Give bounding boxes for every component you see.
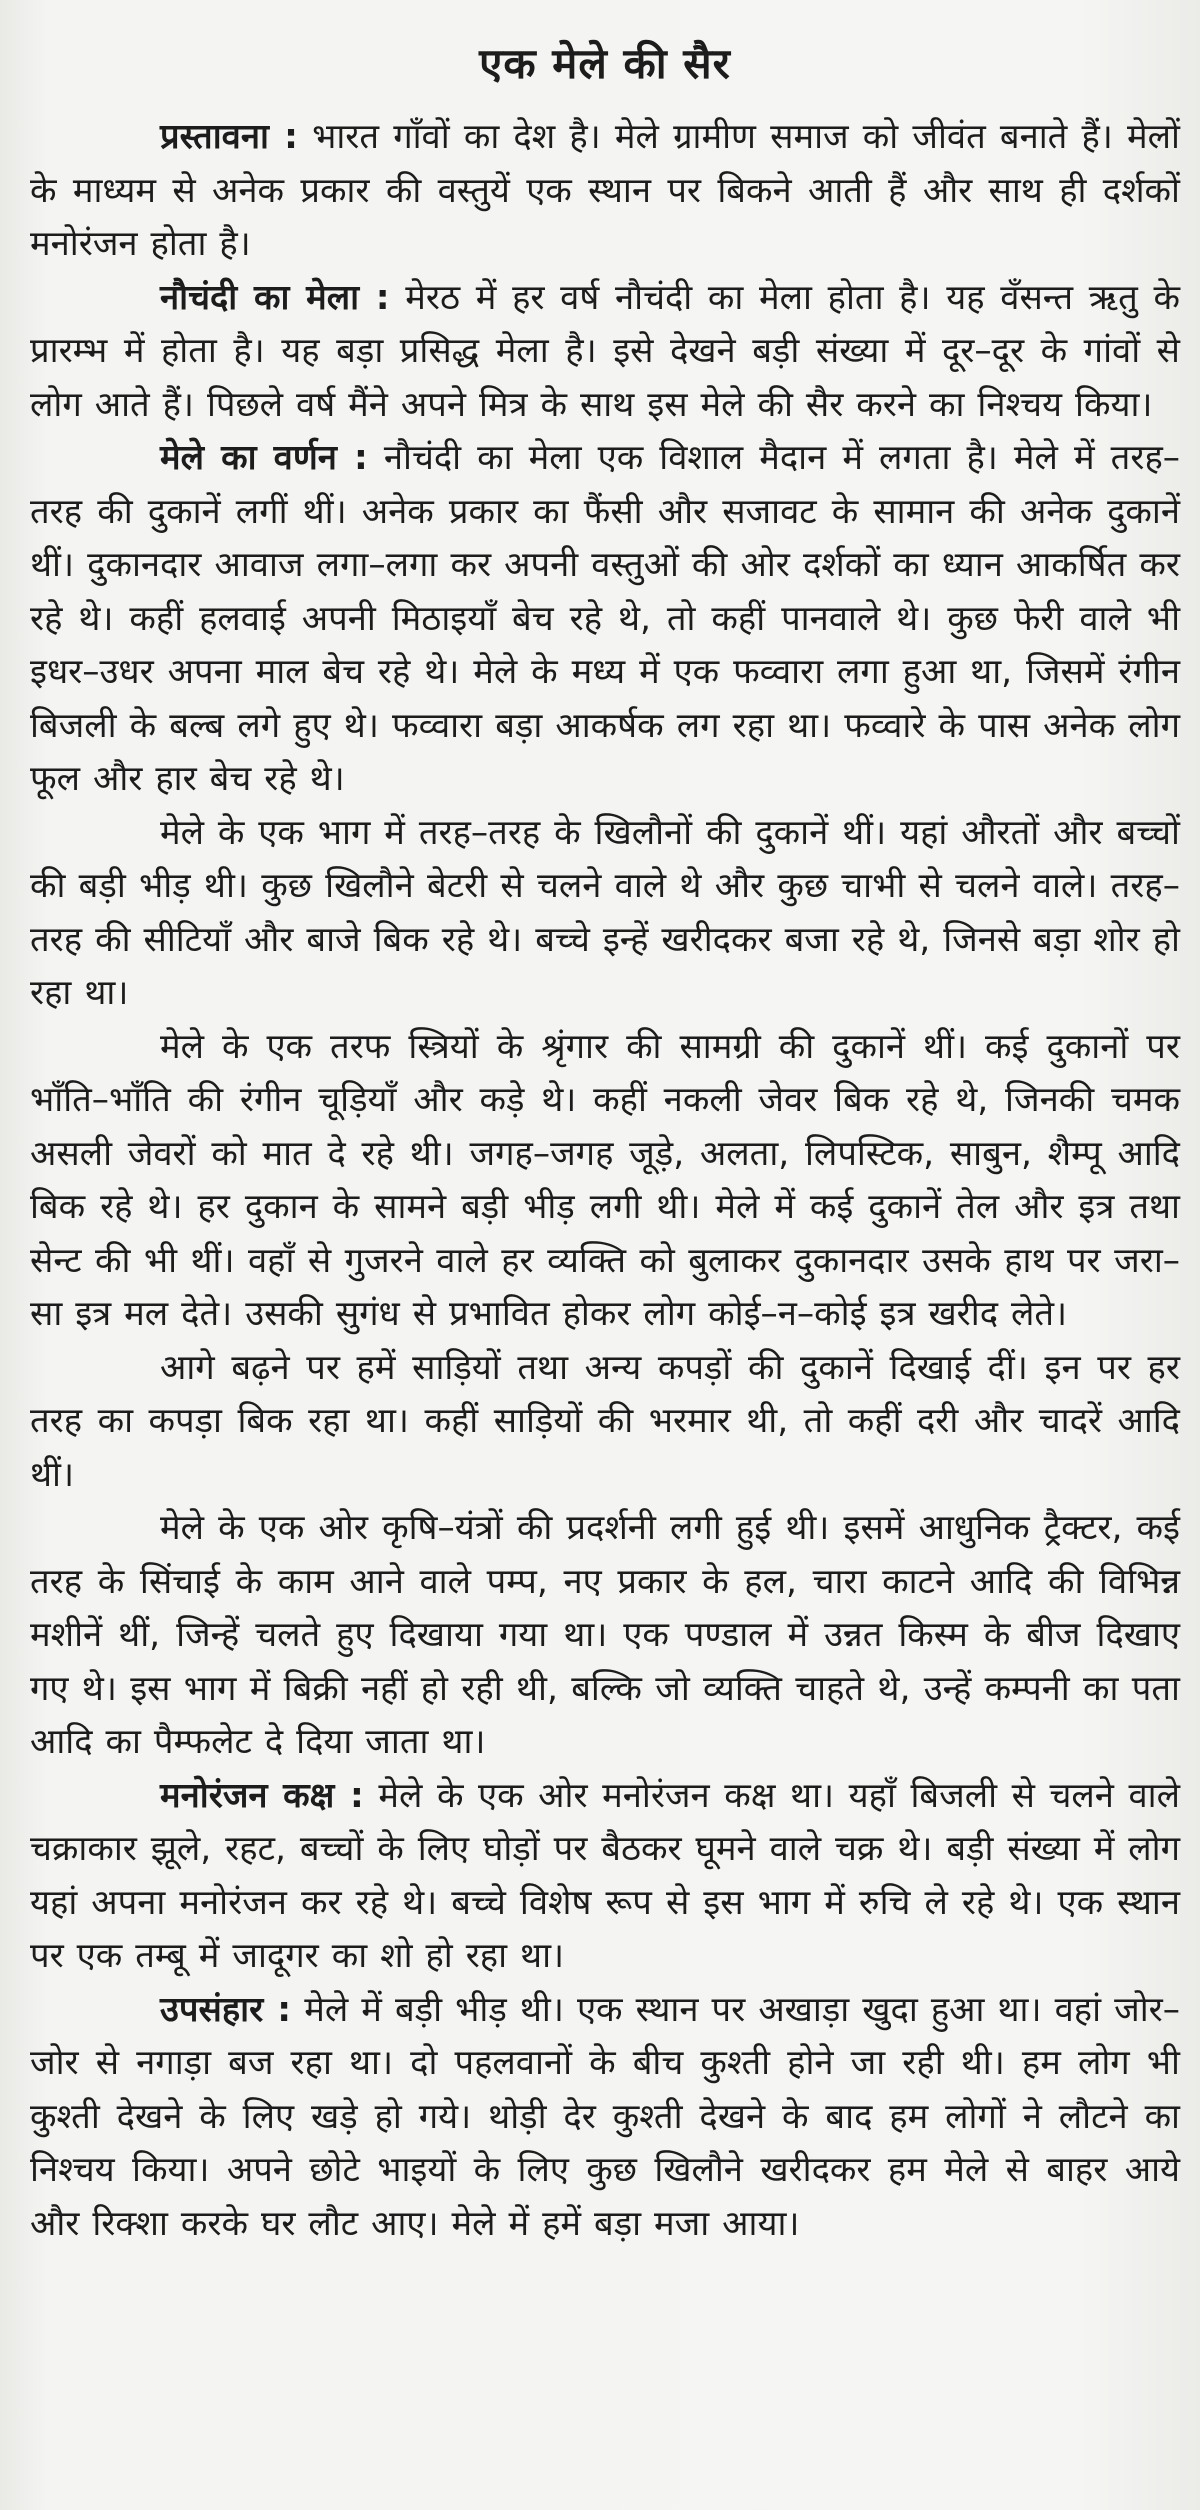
paragraph-entertainment — [30, 1770, 1180, 1984]
paragraph-cosmetics — [30, 1021, 1180, 1342]
text-entertainment: मेले के एक ओर मनोरंजन कक्ष था। यहाँ बिजली से चलने वाले चक्राकार झूले, रहट, बच्चों के लिए घोड़ों पर बैठकर घूमने वाले चक्र थे। बड़ी संख्या में लोग यहां अपना मनोरंजन कर रहे थे। बच्चे विशेष रूप से इस भाग में रुचि ले रहे थे। एक स्थान पर एक तम्बू में जादूगर का शो हो रहा था। — [30, 1775, 1180, 1976]
text-toys: मेले के एक भाग में तरह–तरह के खिलौनों की दुकानें थीं। यहां औरतों और बच्चों की बड़ी भीड़ थी। कुछ खिलौने बेटरी से चलने वाले थे और कुछ चाभी से चलने वाले। तरह–तरह की सीटियाँ और बाजे बिक रहे थे। बच्चे इन्हें खरीदकर बजा रहे थे, जिनसे बड़ा शोर हो रहा था। — [30, 812, 1180, 1013]
text-clothes: आगे बढ़ने पर हमें साड़ियों तथा अन्य कपड़ों की दुकानें दिखाई दीं। इन पर हर तरह का कपड़ा बिक रहा था। कहीं साड़ियों की भरमार थी, तो कहीं दरी और चादरें आदि थीं। — [30, 1347, 1180, 1495]
paragraph-fair-description — [30, 432, 1180, 807]
paragraph-clothes — [30, 1342, 1180, 1503]
paragraph-introduction — [30, 111, 1180, 272]
heading-introduction: प्रस्तावना : — [160, 117, 298, 157]
text-conclusion: मेले में बड़ी भीड़ थी। एक स्थान पर अखाड़ा खुदा हुआ था। वहां जोर–जोर से नगाड़ा बज रहा था। दो पहलवानों के बीच कुश्ती होने जा रही थी। हम लोग भी कुश्ती देखने के लिए खड़े हो गये। थोड़ी देर कुश्ती देखने के बाद हम लोगों ने लौटने का निश्चय किया। अपने छोटे भाइयों के लिए कुछ खिलौने खरीदकर हम मेले से बाहर आये और रिक्शा करके घर लौट आए। मेले में हमें बड़ा मजा आया। — [30, 1989, 1181, 2244]
essay-title: एक मेले की सैर — [479, 39, 731, 88]
paragraph-conclusion — [30, 1984, 1180, 2252]
paragraph-toys — [30, 807, 1180, 1021]
text-introduction: भारत गाँवों का देश है। मेले ग्रामीण समाज को जीवंत बनाते हैं। मेलों के माध्यम से अनेक प्रकार की वस्तुयें एक स्थान पर बिकने आती हैं और साथ ही दर्शकों मनोरंजन होता है। — [30, 117, 1180, 264]
heading-entertainment: मनोरंजन कक्ष : — [160, 1775, 364, 1816]
heading-nauchandi-fair: नौचंदी का मेला : — [160, 277, 390, 318]
paragraph-nauchandi-fair — [30, 272, 1180, 433]
heading-fair-description: मेले का वर्णन : — [160, 438, 368, 478]
paragraph-agriculture — [30, 1502, 1180, 1770]
heading-conclusion: उपसंहार : — [160, 1989, 292, 2030]
text-cosmetics: मेले के एक तरफ स्त्रियों के श्रृंगार की सामग्री की दुकानें थीं। कई दुकानों पर भाँति–भाँति की रंगीन चूड़ियाँ और कड़े थे। कहीं नकली जेवर बिक रहे थे, जिनकी चमक असली जेवरों को मात दे रहे थी। जगह–जगह जूड़े, अलता, लिपस्टिक, साबुन, शैम्पू आदि बिक रहे थे। हर दुकान के सामने बड़ी भीड़ लगी थी। मेले में कई दुकानें तेल और इत्र तथा सेन्ट की भी थीं। वहाँ से गुजरने वाले हर व्यक्ति को बुलाकर दुकानदार उसके हाथ पर जरा–सा इत्र मल देते। उसकी सुगंध से प्रभावित होकर लोग कोई–न–कोई इत्र खरीद लेते। — [30, 1026, 1180, 1334]
text-agriculture: मेले के एक ओर कृषि–यंत्रों की प्रदर्शनी लगी हुई थी। इसमें आधुनिक ट्रैक्टर, कई तरह के सिंचाई के काम आने वाले पम्प, नए प्रकार के हल, चारा काटने आदि की विभिन्न मशीनें थीं, जिन्हें चलते हुए दिखाया गया था। एक पण्डाल में उन्नत किस्म के बीज दिखाए गए थे। इस भाग में बिक्री नहीं हो रही थी, बल्कि जो व्यक्ति चाहते थे, उन्हें कम्पनी का पता आदि का पैम्फलेट दे दिया जाता था। — [30, 1508, 1180, 1762]
text-fair-description: नौचंदी का मेला एक विशाल मैदान में लगता है। मेले में तरह–तरह की दुकानें लगीं थीं। अनेक प्रकार का फैंसी और सजावट के सामान की अनेक दुकानें थीं। दुकानदार आवाज लगा–लगा कर अपनी वस्तुओं की ओर दर्शकों का ध्यान आकर्षित कर रहे थे। कहीं हलवाई अपनी मिठाइयाँ बेच रहे थे, तो कहीं पानवाले थे। कुछ फेरी वाले भी इधर–उधर अपना माल बेच रहे थे। मेले के मध्य में एक फव्वारा लगा हुआ था, जिसमें रंगीन बिजली के बल्ब लगे हुए थे। फव्वारा बड़ा आकर्षक लग रहा था। फव्वारे के पास अनेक लोग फूल और हार बेच रहे थे। — [30, 438, 1181, 799]
text-nauchandi-fair: मेरठ में हर वर्ष नौचंदी का मेला होता है। यह वँसन्त ऋतु के प्रारम्भ में होता है। यह बड़ा प्रसिद्ध मेला है। इसे देखने बड़ी संख्या में दूर–दूर के गांवों से लोग आते हैं। पिछले वर्ष मैंने अपने मित्र के साथ इस मेले की सैर करने का निश्चय किया। — [30, 277, 1181, 425]
